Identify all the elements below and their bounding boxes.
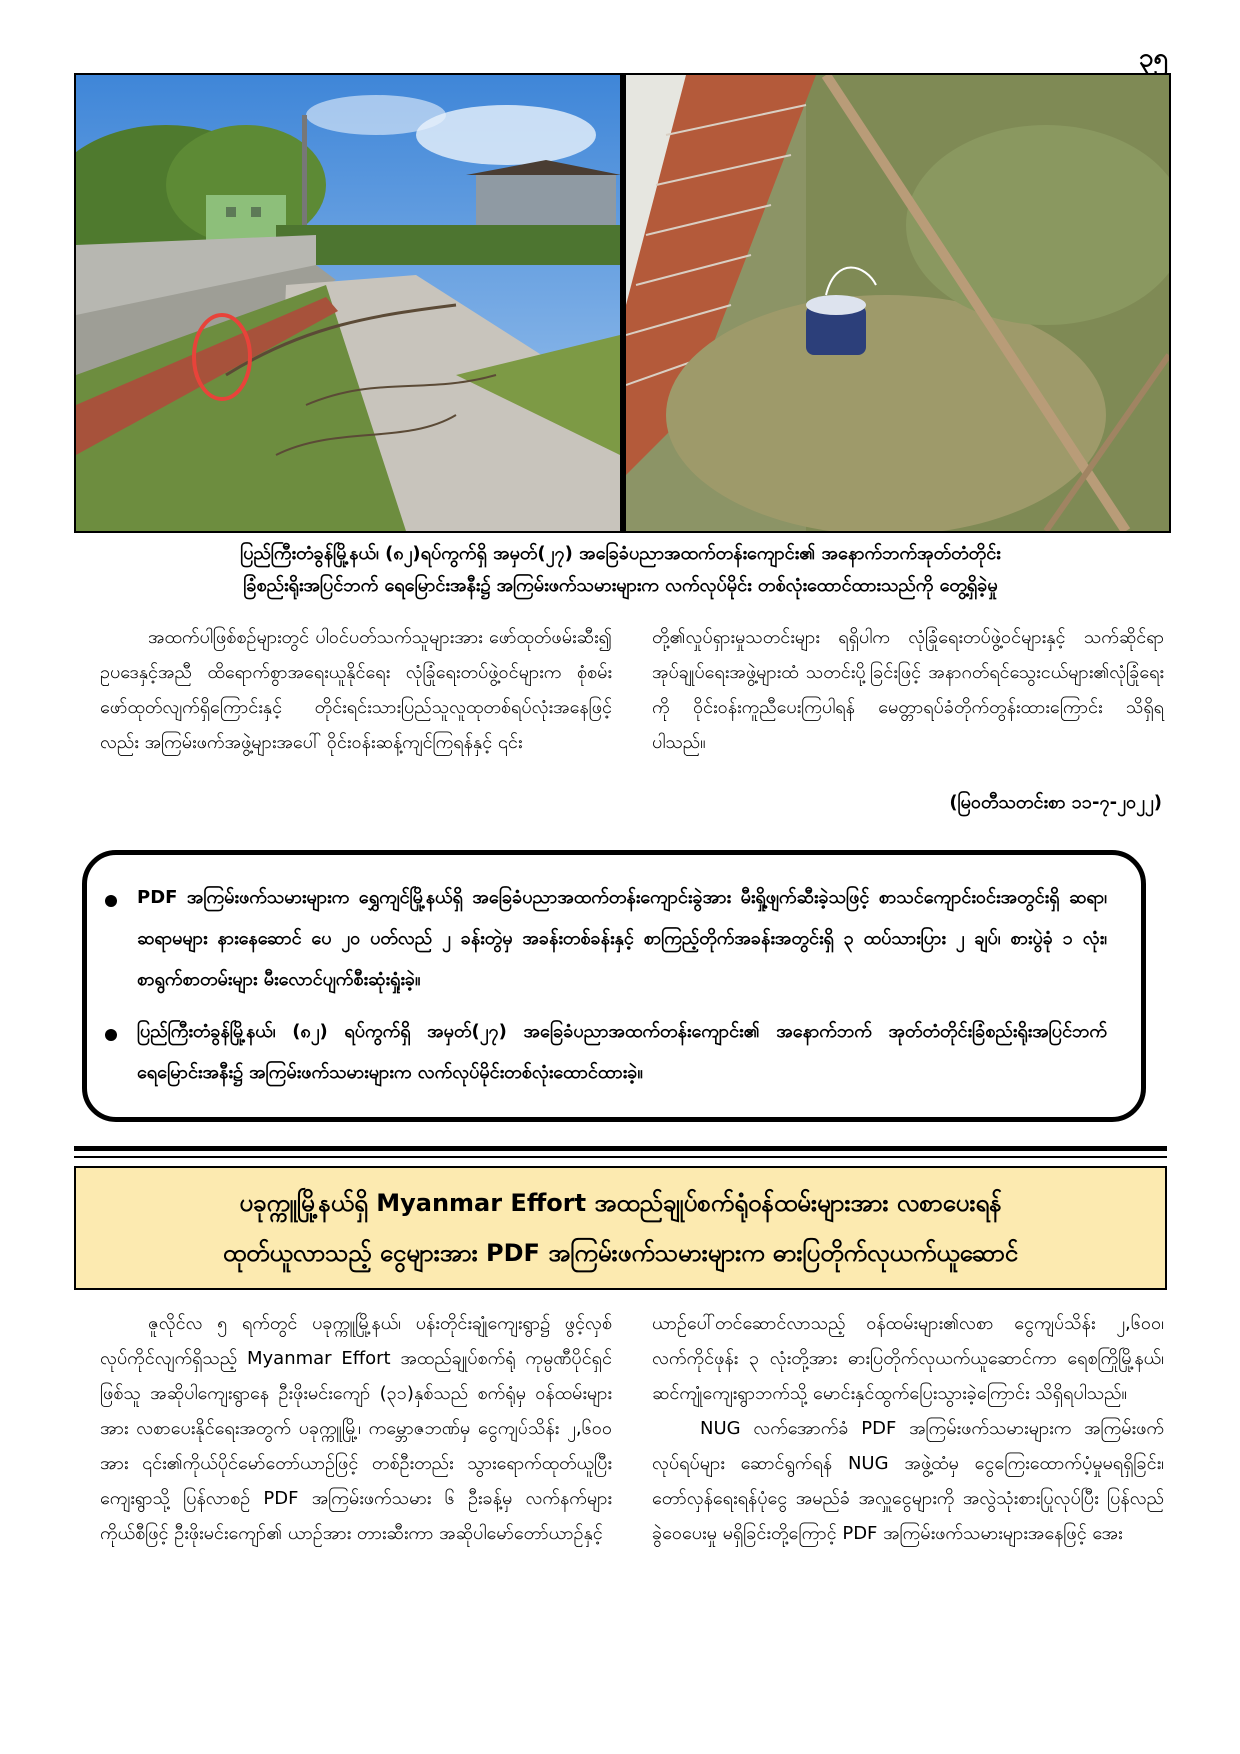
page-number: ၃၅ xyxy=(1138,43,1168,73)
article1-left-column xyxy=(100,620,612,760)
photo-panel xyxy=(74,73,1171,533)
headline-line-1: ပခုက္ကူမြို့နယ်ရှိ Myanmar Effort အထည်ချုပ်စက်ရုံဝန်ထမ်းများအား လစာပေးရန် xyxy=(239,1189,1002,1217)
article1-source: (မြဝတီသတင်းစာ ၁၁-၇-၂၀၂၂) xyxy=(949,792,1162,813)
section-divider xyxy=(74,1146,1167,1151)
road-drain-photo xyxy=(76,75,620,531)
article1-left-paragraph: အထက်ပါဖြစ်စဉ်များတွင် ပါဝင်ပတ်သက်သူများအား ဖော်ထုတ်ဖမ်းဆီး၍ ဥပဒေနှင့်အညီ ထိရောက်စွာအရေးယူနိုင်ရေး လုံခြုံရေးတပ်ဖွဲ့ဝင်များက စုံစမ်းဖော်ထုတ်လျက်ရှိကြောင်းနှင့် တိုင်းရင်းသားပြည်သူလူထုတစ်ရပ်လုံးအနေဖြင့်လည်း အကြမ်းဖက်အဖွဲ့များအပေါ် ဝိုင်းဝန်းဆန့်ကျင်ကြရန်နှင့် ၎င်း xyxy=(100,627,612,753)
summary-item: PDF အကြမ်းဖက်သမားများက ရွှေကျင်မြို့နယ်ရှိ အခြေခံပညာအထက်တန်းကျောင်းခွဲအား မီးရှို့ဖျက်ဆီးခဲ့သဖြင့် စာသင်ကျောင်းဝင်းအတွင်းရှိ ဆရာ၊ ဆရာမများ နားနေဆောင် ပေ ၂၀ ပတ်လည် ၂ ခန်းတွဲမှ အခန်းတစ်ခန်းနှင့် စာကြည့်တိုက်အခန်းအတွင်းရှိ ၃ ထပ်သားပြား ၂ ချပ်၊ စားပွဲခုံ ၁ လုံး၊ စာရွက်စာတမ်းများ မီးလောင်ပျက်စီးဆုံးရှုံးခဲ့။ xyxy=(137,887,1107,990)
article2-right-paragraph-1: ယာဉ်ပေါ်တင်ဆောင်လာသည့် ဝန်ထမ်းများ၏လစာ ငွေကျပ်သိန်း ၂,၆၀၀၊ လက်ကိုင်ဖုန်း ၃ လုံးတို့အား ဓားပြတိုက်လုယက်ယူဆောင်ကာ ရေစကြိုမြို့နယ်၊ ဆင်ကျုံကျေးရွာဘက်သို့ မောင်းနှင်ထွက်ပြေးသွားခဲ့ကြောင်း သိရှိရပါသည်။ xyxy=(652,1313,1164,1404)
article2-left-paragraph: ဇူလိုင်လ ၅ ရက်တွင် ပခုက္ကူမြို့နယ်၊ ပန်းတိုင်းချုံကျေးရွာ၌ ဖွင့်လှစ်လုပ်ကိုင်လျက်ရှိသည့် Myanmar Effort အထည်ချုပ်စက်ရုံ ကုမ္ပဏီပိုင်ရှင်ဖြစ်သူ အဆိုပါကျေးရွာနေ ဦးဖိုးမင်းကျော် (၃၁)နှစ်သည် စက်ရုံမှ ဝန်ထမ်းများအား လစာပေးနိုင်ရေးအတွက် ပခုက္ကူမြို့၊ ကမ္ဘောဇဘဏ်မှ ငွေကျပ်သိန်း ၂,၆၀၀ အား ၎င်း၏ကိုယ်ပိုင်မော်တော်ယာဉ်ဖြင့် တစ်ဦးတည်း သွားရောက်ထုတ်ယူပြီး ကျေးရွာသို့ ပြန်လာစဉ် PDF အကြမ်းဖက်သမား ၆ ဦးခန့်မှ လက်နက်များကိုယ်စီဖြင့် ဦးဖိုးမင်းကျော်၏ ယာဉ်အား တားဆီးကာ အဆိုပါမော်တော်ယာဉ်နှင့် xyxy=(100,1313,612,1544)
headline-line-2: ထုတ်ယူလာသည့် ငွေများအား PDF အကြမ်းဖက်သမားများက ဓားပြတိုက်လုယက်ယူဆောင် xyxy=(222,1239,1019,1267)
article2-left-column xyxy=(100,1306,612,1551)
summary-box xyxy=(82,850,1146,1122)
brick-wall-photo xyxy=(626,75,1169,531)
bullet-icon xyxy=(105,1029,117,1041)
section-divider xyxy=(74,1156,1167,1158)
bullet-icon xyxy=(105,895,117,907)
headline-box xyxy=(74,1166,1167,1290)
article1-right-paragraph: တို့၏လှုပ်ရှားမှုသတင်းများ ရရှိပါက လုံခြုံရေးတပ်ဖွဲ့ဝင်များနှင့် သက်ဆိုင်ရာအုပ်ချုပ်ရေးအဖွဲ့များထံ သတင်းပို့ခြင်းဖြင့် အနာဂတ်ရင်သွေးငယ်များ၏လုံခြုံရေးကို ဝိုင်းဝန်းကူညီပေးကြပါရန် မေတ္တာရပ်ခံတိုက်တွန်းထားကြောင်း သိရှိရပါသည်။ xyxy=(652,627,1164,753)
article1-right-column xyxy=(652,620,1164,760)
photo-caption xyxy=(74,538,1167,602)
article2-right-column xyxy=(652,1306,1164,1551)
article2-right-paragraph-2: NUG လက်အောက်ခံ PDF အကြမ်းဖက်သမားများက အကြမ်းဖက်လုပ်ရပ်များ ဆောင်ရွက်ရန် NUG အဖွဲ့ထံမှ ငွေကြေးထောက်ပံ့မှုမရရှိခြင်း၊ တော်လှန်ရေးရန်ပုံငွေ အမည်ခံ အလှူငွေများကို အလွဲသုံးစားပြုလုပ်ပြီး ပြန်လည်ခွဲဝေပေးမှု မရှိခြင်းတို့ကြောင့် PDF အကြမ်းဖက်သမားများအနေဖြင့် အေး xyxy=(652,1418,1164,1544)
caption-line-1: ပြည်ကြီးတံခွန်မြို့နယ်၊ (၈၂)ရပ်ကွက်ရှိ အမှတ်(၂၇) အခြေခံပညာအထက်တန်းကျောင်း၏ အနောက်ဘက်အုတ်တံတိုင်း xyxy=(240,543,1001,564)
caption-line-2: ခြံစည်းရိုးအပြင်ဘက် ရေမြောင်းအနီး၌ အကြမ်းဖက်သမားများက လက်လုပ်မိုင်း တစ်လုံးထောင်ထားသည်ကို တွေ့ရှိခဲ့မှု xyxy=(243,575,998,596)
summary-item: ပြည်ကြီးတံခွန်မြို့နယ်၊ (၈၂) ရပ်ကွက်ရှိ အမှတ်(၂၇) အခြေခံပညာအထက်တန်းကျောင်း၏ အနောက်ဘက် အုတ်တံတိုင်းခြံစည်းရိုးအပြင်ဘက် ရေမြောင်းအနီး၌ အကြမ်းဖက်သမားများက လက်လုပ်မိုင်းတစ်လုံးထောင်ထားခဲ့။ xyxy=(137,1021,1107,1083)
